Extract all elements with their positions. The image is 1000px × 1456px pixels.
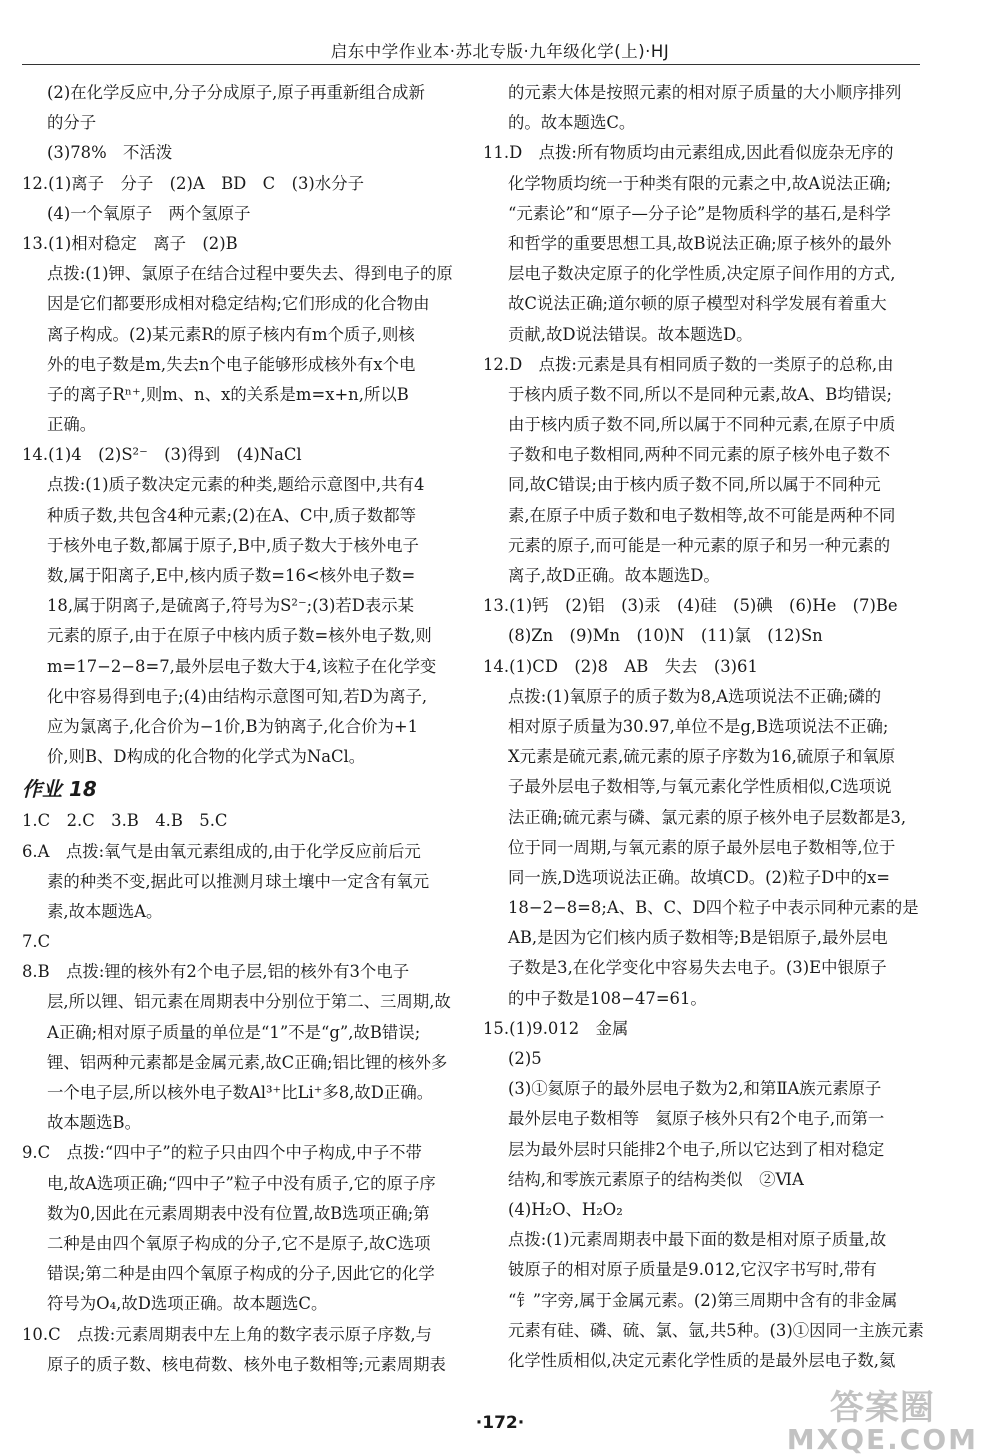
text-line: 铍原子的相对原子质量是9.012,它汉字书写时,带有 [508,1260,877,1280]
text-line: 7.C [22,932,51,952]
text-line: 的中子数是108−47=61。 [508,988,707,1008]
text-line: 12.(1)离子 分子 (2)A BD C (3)水分子 [22,173,364,193]
text-line: 元素的原子,由于在原子中核内质子数=核外电子数,则 [47,626,432,646]
text-line: 1.C 2.C 3.B 4.B 5.C [22,811,228,831]
text-line: “钅”字旁,属于金属元素。(2)第三周期中含有的非金属 [508,1290,898,1310]
text-line: 点拨:(1)质子数决定元素的种类,题给示意图中,共有4 [47,475,425,495]
text-line: m=17−2−8=7,最外层电子数大于4,该粒子在化学变 [47,656,437,676]
text-line: A正确;相对原子质量的单位是“1”不是“g”,故B错误; [47,1022,421,1042]
text-line: 的。故本题选C。 [508,113,636,133]
text-line: 10.C 点拨:元素周期表中左上角的数字表示原子序数,与 [22,1324,432,1344]
text-line: 子最外层电子数相等,与氧元素化学性质相似,C选项说 [508,777,892,797]
text-line: (3)78% 不活泼 [47,143,173,163]
text-line: 原子的质子数、核电荷数、核外电子数相等;元素周期表 [47,1354,446,1374]
page-number: ·172· [475,1413,525,1433]
text-line: 电,故A选项正确;“四中子”粒子中没有质子,它的原子序 [47,1173,436,1193]
text-line: 14.(1)CD (2)8 AB 失去 (3)61 [483,656,758,676]
text-line: 素,故本题选A。 [47,901,163,921]
text-line: 结构,和零族元素原子的结构类似 ②ⅥA [508,1169,804,1189]
text-line: “元素论”和“原子—分子论”是物质科学的基石,是科学 [508,203,891,223]
text-line: X元素是硫元素,硫元素的原子序数为16,硫原子和氧原 [508,747,896,767]
text-line: 元素有硅、磷、硫、氯、氩,共5种。(3)①因同一主族元素 [508,1320,924,1340]
text-line: 离子,故D正确。故本题选D。 [508,566,720,585]
text-line: 子的离子Rⁿ⁺,则m、n、x的关系是m=x+n,所以B [47,384,409,404]
text-line: 种质子数,共包含4种元素;(2)在A、C中,质子数都等 [47,505,416,525]
text-line: 故本题选B。 [47,1113,141,1133]
left-column [22,78,474,1380]
text-line: 和哲学的重要思想工具,故B说法正确;原子核外的最外 [508,233,892,253]
text-line: 同,故C错误;由于核内质子数不同,所以属于不同种元 [508,475,881,495]
text-line: 14.(1)4 (2)S²⁻ (3)得到 (4)NaCl [22,445,302,465]
text-line: 11.D 点拨:所有物质均由元素组成,因此看似庞杂无序的 [483,143,894,163]
text-line: 于核外电子数,都属于原子,B中,质子数大于核外电子 [47,535,419,555]
text-line: 因是它们都要形成相对稳定结构;它们形成的化合物由 [47,294,430,314]
text-line: 位于同一周期,与氧元素的原子最外层电子数相等,位于 [508,837,896,857]
text-line: 13.(1)钙 (2)铝 (3)汞 (4)硅 (5)碘 (6)He (7)Be [483,596,898,616]
text-line: 13.(1)相对稳定 离子 (2)B [22,233,238,253]
text-line: 相对原子质量为30.97,单位不是g,B选项说法不正确; [508,716,889,736]
text-line: 层,所以锂、铝元素在周期表中分别位于第二、三周期,故 [47,992,451,1012]
text-line: 点拨:(1)元素周期表中最下面的数是相对原子质量,故 [508,1230,887,1250]
text-line: 一个电子层,所以核外电子数Al³⁺比Li⁺多8,故D正确。 [47,1083,434,1102]
text-line: 9.C 点拨:“四中子”的粒子只由四个中子构成,中子不带 [22,1143,422,1163]
text-line: 最外层电子数相等 氦原子核外只有2个电子,而第一 [508,1109,885,1129]
watermark-url: MXQE.COM [786,1423,978,1456]
text-line: 素的种类不变,据此可以推测月球土壤中一定含有氧元 [47,871,430,891]
text-line: 符号为O₄,故D选项正确。故本题选C。 [47,1294,328,1314]
text-line: 层为最外层时只能排2个电子,所以它达到了相对稳定 [508,1139,885,1159]
text-line: 点拨:(1)氧原子的质子数为8,A选项说法不正确;磷的 [508,686,882,706]
text-line: (8)Zn (9)Mn (10)N (11)氯 (12)Sn [508,626,823,646]
text-line: 应为氯离子,化合价为−1价,B为钠离子,化合价为+1 [47,716,419,736]
text-line: 12.D 点拨:元素是具有相同质子数的一类原子的总称,由 [483,354,894,374]
text-line: 8.B 点拨:锂的核外有2个电子层,铝的核外有3个电子 [22,962,410,982]
text-line: 外的电子数是m,失去n个电子能够形成核外有x个电 [47,354,416,374]
text-line: 18,属于阴离子,是硫离子,符号为S²⁻;(3)若D表示某 [47,596,415,616]
text-line: 化学物质均统一于种类有限的元素之中,故A说法正确; [508,173,892,193]
text-line: 层电子数决定原子的化学性质,决定原子间作用的方式, [508,264,896,284]
text-line: (4)一个氧原子 两个氢原子 [47,203,251,223]
text-line: (2)在化学反应中,分子分成原子,原子再重新组合成新 [47,83,425,102]
page-header: 启东中学作业本·苏北专版·九年级化学(上)·HJ [330,42,670,61]
text-line: 的元素大体是按照元素的相对原子质量的大小顺序排列 [508,83,902,102]
text-line: 价,则B、D构成的化合物的化学式为NaCl。 [47,747,366,767]
text-line: (4)H₂O、H₂O₂ [508,1199,623,1219]
text-line: 二种是由四个氧原子构成的分子,它不是原子,故C选项 [47,1233,431,1253]
text-line: 数,属于阳离子,E中,核内质子数=16<核外电子数= [47,566,416,585]
text-line: 离子构成。(2)某元素R的原子核内有m个质子,则核 [47,324,415,344]
text-line: 由于核内质子数不同,所以属于不同种元素,在原子中质 [508,415,896,435]
text-line: 15.(1)9.012 金属 [483,1018,629,1038]
text-line: 错误;第二种是由四个氧原子构成的分子,因此它的化学 [47,1264,435,1284]
text-line: (3)①氦原子的最外层电子数为2,和第ⅡA族元素原子 [508,1079,882,1099]
text-line: 子数和电子数相同,两种不同元素的原子核外电子数不 [508,445,891,465]
watermark-text: 答案圈 [829,1388,935,1428]
text-line: 化中容易得到电子;(4)由结构示意图可知,若D为离子, [47,686,428,706]
text-line: 化学性质相似,决定元素化学性质的是最外层电子数,氦 [508,1350,896,1370]
text-line: 元素的原子,而可能是一种元素的原子和另一种元素的 [508,535,891,555]
text-line: 子数是3,在化学变化中容易失去电子。(3)E中银原子 [508,958,887,978]
text-line: 同一族,D选项说法正确。故填CD。(2)粒子D中的x= [508,867,891,887]
watermark-logo [786,1388,978,1456]
text-line: 故C说法正确;道尔顿的原子模型对科学发展有着重大 [508,294,887,314]
text-line: (2)5 [508,1049,542,1068]
text-line: 数为0,因此在元素周期表中没有位置,故B选项正确;第 [47,1203,430,1223]
text-line: 正确。 [47,415,97,435]
text-line: AB,是因为它们核内质子数相等;B是铝原子,最外层电 [508,928,888,948]
section-heading: 作业 18 [22,777,97,802]
text-line: 锂、铝两种元素都是金属元素,故C正确;铝比锂的核外多 [47,1052,448,1072]
text-line: 素,在原子中质子数和电子数相等,故不可能是两种不同 [508,505,896,525]
text-line: 18−2−8=8;A、B、C、D四个粒子中表示同种元素的是 [508,898,919,918]
header-rule [22,64,920,65]
text-line: 于核内质子数不同,所以不是同种元素,故A、B均错误; [508,384,893,404]
text-line: 贡献,故D说法错误。故本题选D。 [508,324,753,344]
right-column [483,78,935,1376]
text-line: 的分子 [47,113,97,133]
text-line: 法正确;硫元素与磷、氯元素的原子核外电子层数都是3, [508,807,907,827]
text-line: 6.A 点拨:氧气是由氧元素组成的,由于化学反应前后元 [22,841,421,861]
text-line: 点拨:(1)钾、氯原子在结合过程中要失去、得到电子的原 [47,264,453,284]
